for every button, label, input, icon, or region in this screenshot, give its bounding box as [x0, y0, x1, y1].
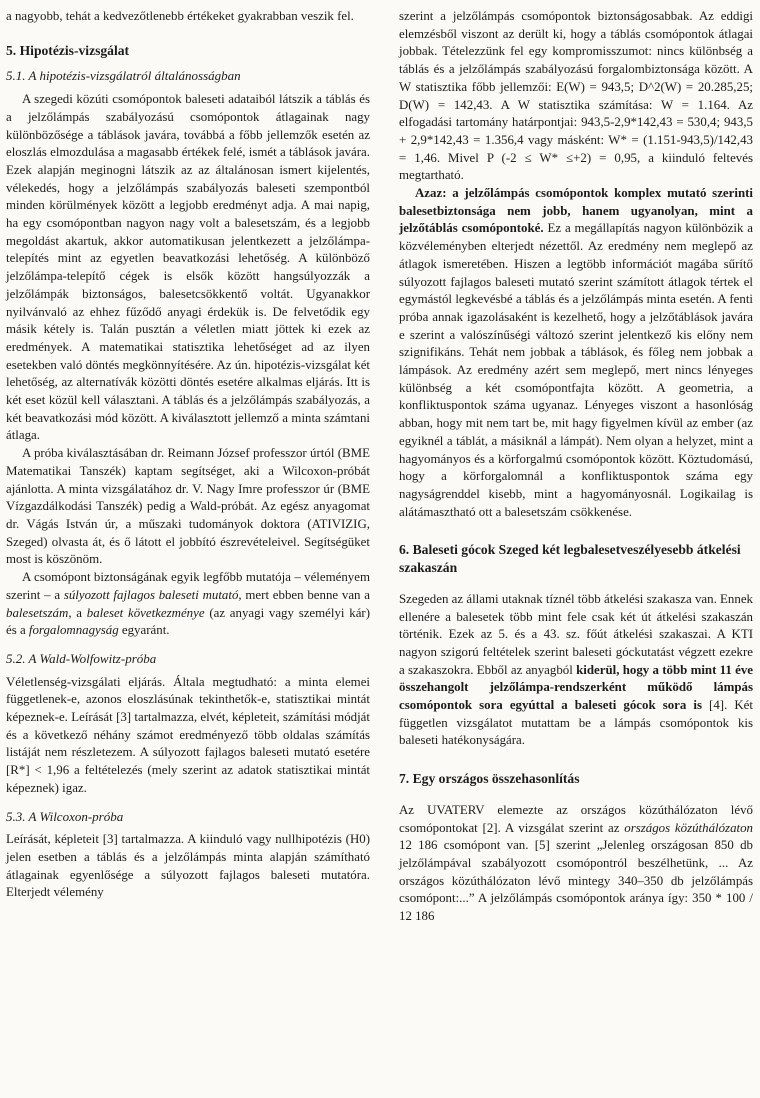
italic-term: országos közúthálózaton [624, 820, 753, 835]
paragraph-6 [399, 591, 753, 750]
paragraph-7 [399, 802, 753, 926]
paragraph-5-1-b: A próba kiválasztásában dr. Reimann József professzor úrtól (BME Matematikai Tanszék) kaptam segítséget, aki a Wilcoxon-próbát ajánlotta. A minta vizsgálatához dr. V. Nagy Imre professzor úr (BME Vízgazdálkodási Tanszék) pedig a Wald-próbát. Az egész anyagomat dr. Vágás István úr, a műszaki tudományok doktora (ATIVIZIG, Szeged) olvasta át, és ő látott el jobbító észrevételeivel. Segítségüket most is köszönöm. [6, 446, 370, 567]
italic-term: forgalomnagyság [28, 623, 119, 638]
right-column [399, 8, 753, 926]
paragraph-5-3: Leírását, képleteit [3] tartalmazza. A kiinduló vagy nullhipotézis (H0) jelen esetben a táblás és a jelzőlámpás minta alapján számítható átlagainak egyenlősége a súlyozott fajlagos baleseti mutatóra. Elterjedt vélemény [6, 832, 370, 900]
text-run: Szegeden az állami utaknak tíznél több átkelési szakasza van. Ennek ellenére a balesetek több mint fele csak két út átkelési szakaszán történik. Ezek az 5. és a 43. sz. főút átkelési szakaszai. A KTI nagyon szigorú feltételek szerint baleseti góckutatást végzett ezekre a szakaszokra. Ebből az anyagból [399, 591, 753, 677]
paragraph-wilcoxon-continued: szerint a jelzőlámpás csomópontok biztonságosabbak. Az eddigi elemzésből viszont az derült ki, hogy a táblás csomópontok átlagai jobbak. Tételezzünk fel egy kompromisszumot: nincs különbség a táblás és a jelzőlámpás szabályozású forgalombiztonsága között. A W statisztika főbb jellemzői: E(W) = 943,5; D^2(W) = 20.285,25; D(W) = 142,43. A W statisztika számítása: W = 1.164. Az elfogadási tartomány határpontjai: 943,5-2,9*142,43 = 530,4; 943,5 + 2,9*142,43 = 1.356,4 vagy másként: W* = (1.151-943,5)/142,43 = 1,46. Mivel P (-2 ≤ W* ≤+2) = 0,95, a kiinduló feltevés megtartható. [399, 9, 753, 183]
subsection-5-2-heading: 5.2. A Wald-Wolfowitz-próba [6, 650, 157, 666]
paragraph-continued: a nagyobb, tehát a kedvezőtlenebb értékeket gyakrabban veszik fel. [6, 9, 354, 23]
section-5-heading: 5. Hipotézis-vizsgálat [6, 42, 130, 58]
italic-term: súlyozott fajlagos baleseti mutató, [63, 587, 242, 602]
paragraph-5-1-c [6, 569, 370, 640]
text-run: (az anyagi vagy személyi kár) és a [6, 605, 371, 638]
left-column [6, 8, 370, 902]
paragraph-5-1-a: A szegedi közúti csomópontok baleseti adataiból látszik a táblás és a jelzőlámpás szabályozású csomópontok átlagainak nagy különbözősége a táblások javára, továbbá a főbb jellemzők esetén az eloszlás elmozdulása a magasabb értékek felé, ismét a táblások javára. Ezek alapján meginogni látszik az az általánosan ismert kijelentés, vélekedés, hogy a jelzőlámpás szabályozás baleseti szempontból minden körülmények között a legjobb eredményt adja. A mai napig, ha egy csomópontban nagyon nagy volt a balesetszám, és a legjobb megoldást akartuk, akkor automatikusan jelentkezett a jelzőlámpa-telepítés mint az egyetlen beavatkozási lehetőség. A különböző jelzőlámpa-telepítő cégek is elsők között hangsúlyozzák a jelzőlámpák biztonságos, balesetcsökkentő voltát. Ugyanakkor nyilvánvaló az ehhez fűződő anyagi érdekük is. De felvetődik egy másik kétely is. Talán pusztán a véletlen miatt jöttek ki ezek az eredmények. A matematikai statisztika lehetőséget ad az ilyen esetekben való döntés megkönnyítésére. Az ún. hipotézis-vizsgálat két lehetőség, az alternatívák közötti döntés esetére alkalmas eljárás. Itt is két eset közül kell választani. A táblás és a jelzőlámpás szabályozás, a két beavatkozási mód között. A kiválasztott jellemző a minta számtani átlaga. [6, 92, 370, 443]
bold-conclusion: Azaz: a jelzőlámpás csomópontok komplex mutató szerinti balesetbiztonsága nem jobb, hanem ugyanolyan, mint a jelzőtáblás csomópontoké. [399, 186, 753, 236]
text-run: mert ebben benne van a [241, 587, 370, 602]
paragraph-conclusion [399, 185, 753, 521]
bold-finding: kiderül, hogy a több mint 11 éve összehangolt jelzőlámpa-rendszerként működő lámpás csomópontok sora egyúttal a baleseti gócok sora is [399, 662, 753, 713]
text-run: , a [68, 605, 87, 620]
text-run: egyaránt. [118, 623, 170, 638]
paragraph-5-2: Véletlenség-vizsgálati eljárás. Általa megtudható: a minta elemei függetlenek-e, azonos eloszlásúnak tekinthetők-e, statisztikai mintát képeznek-e. Leírását [3] tartalmazza, elvét, képleteit, számítási módját és a következő néhány számot eredményező több oldalas számítás listáját nem részletezem. A súlyozott fajlagos baleseti mutató esetére [R*] < 1,96 a feltételezés (mely szerint az adatok statisztikai mintát képeznek) igaz. [6, 674, 370, 795]
text-run: Az UVATERV elemezte az országos közúthálózaton lévő csomópontokat [2]. A vizsgálat szerint az [399, 802, 753, 835]
text-run: Ez a megállapítás nagyon különbözik a közvéleményben elterjedt nézettől. Az eredmény nem meglepő az átlagok ismeretében. Hiszen a legtöbb információt magába sűrítő súlyozott fajlagos baleseti mutató szerint számított átlagok tértek el egymástól legkevésbé a táblás és a jelzőlámpás minta esetén. A fenti próba annak igazolásaként is kezelhető, hogy a jelzőtáblások javára e szerint a valószínűségi változó szerint jelentkező kis előny nem szignifikáns. Tehát nem jobbak a táblások, és főleg nem jobbak a lámpások. Az eredmény azért sem meglepő, mert nincs lényeges különbség a két csomópontfajta között. A geometria, a konfliktuspontok száma ugyanaz. Lényeges viszont a hasonlóság abban, hogy mit nem tart be, mit hagy figyelmen kívül az ember (az egyiknél a táblát, a másiknál a lámpát). Nem olyan a helyzet, mint a hagyományos és a körforgalmú csomópontok között. Köztudomású, hogy a körforgalomnál a konfliktuspontok száma egy nagyságrenddel kisebb, mint a hagyományosnál. Logikailag is alátámasztható ott a balesetszám csökkenése. [399, 221, 753, 519]
italic-term: baleset következménye [86, 605, 205, 620]
text-run: [4]. Két független vizsgálatot mutattam be a lámpás csomópontok kis baleseti hatékonyságára. [399, 698, 753, 748]
text-run: A csomópont biztonságának egyik legfőbb mutatója – véleményem szerint – a [6, 570, 370, 602]
section-6-heading: 6. Baleseti gócok Szeged két legbalesetveszélyesebb átkelési szakaszán [399, 542, 741, 576]
subsection-5-1-heading: 5.1. A hipotézis-vizsgálatról általánosságban [6, 68, 241, 84]
section-7-heading: 7. Egy országos összehasonlítás [399, 771, 580, 787]
italic-term: balesetszám [6, 605, 69, 620]
subsection-5-3-heading: 5.3. A Wilcoxon-próba [6, 808, 124, 824]
text-run: 12 186 csomópont van. [5] szerint „Jelenleg országosan 850 db jelzőlámpával szabályozott csomópontról beszélhetünk, ... Az országos közúthálózaton lévő mintegy 340–350 db jelzőlámpás csomópont:...” A jelzőlámpás csomópontok aránya így: 350 * 100 / 12 186 [399, 838, 753, 924]
